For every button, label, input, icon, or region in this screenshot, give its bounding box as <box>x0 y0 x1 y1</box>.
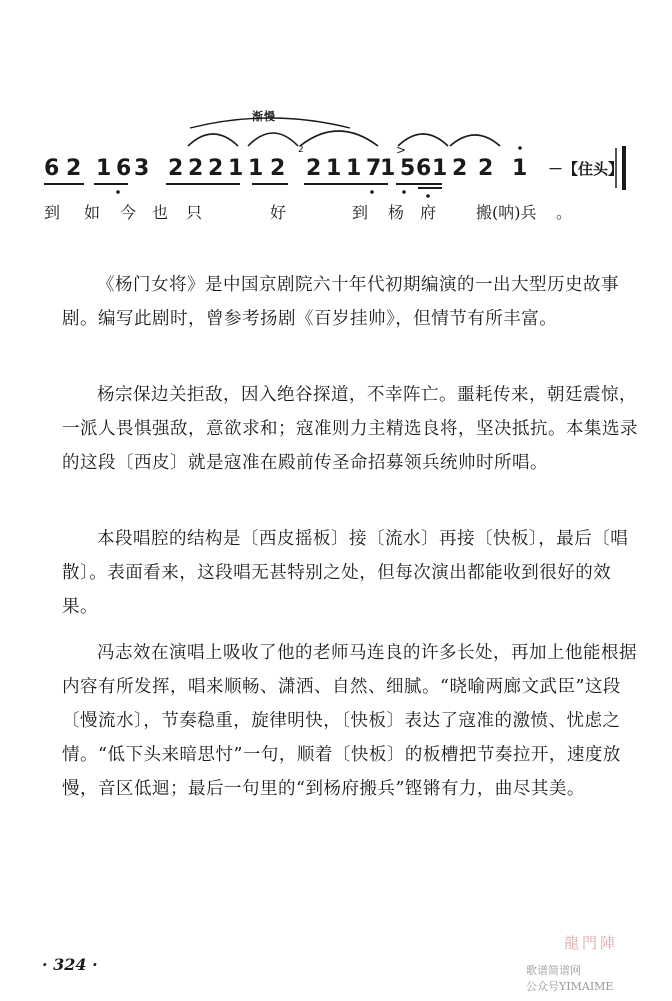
note: 1 <box>248 156 264 181</box>
watermark-line-1: 歌谱简谱网 <box>526 964 581 977</box>
note: 3 <box>134 156 150 181</box>
note: 1 <box>512 156 528 181</box>
note: 6 <box>416 156 432 181</box>
note: 6 <box>116 156 132 181</box>
lyric-syllable: 到 <box>352 203 369 222</box>
note: 2 <box>270 156 286 181</box>
lyric-syllable: 。 <box>556 203 573 222</box>
watermark-line-2: 公众号YIMAIME <box>526 980 614 993</box>
ending-mark: －【住头】 <box>548 160 624 178</box>
note: 6 <box>44 156 60 181</box>
tempo-mark: 渐慢 <box>252 110 276 123</box>
lyric-syllable: 只 <box>186 203 203 222</box>
lyric-syllable: 杨 <box>388 203 405 222</box>
svg-text:2: 2 <box>298 145 304 155</box>
lyric-syllable: 好 <box>270 203 287 222</box>
note: 2 <box>478 156 494 181</box>
note: 7 <box>366 156 382 181</box>
note: 1 <box>346 156 362 181</box>
watermark-logo: 龍門陣 <box>564 934 619 952</box>
notation-lines <box>0 0 672 240</box>
note: 2 <box>168 156 184 181</box>
svg-text:>: > <box>396 143 407 157</box>
note: 2 <box>188 156 204 181</box>
lyric-syllable: 搬(呐)兵 <box>476 203 537 222</box>
lyric-syllable: 府 <box>420 203 437 222</box>
paragraph-4: 冯志效在演唱上吸收了他的老师马连良的许多长处，再加上他能根据内容有所发挥，唱来顺畅、潇洒、自然、细腻。“晓喻两廊文武臣”这段〔慢流水〕，节奏稳重，旋律明快，〔快板〕表达了寇准的激愤、忧虑之情。“低下头来暗思忖”一句，顺着〔快板〕的板槽把节奏拉开，速度放慢，音区低迴；最后一句里的“到杨府搬兵”铿锵有力，曲尽其美。 <box>62 643 637 799</box>
note: 5 <box>400 156 416 181</box>
note: 2 <box>306 156 322 181</box>
paragraph-3: 本段唱腔的结构是〔西皮摇板〕接〔流水〕再接〔快板〕，最后〔唱散〕。表面看来，这段唱无甚特别之处，但每次演出都能收到很好的效果。 <box>62 529 629 617</box>
lyric-syllable: 到 <box>44 203 61 222</box>
lyric-syllable: 也 <box>152 203 169 222</box>
page-number: · 324 · <box>42 955 98 974</box>
note: 2 <box>66 156 82 181</box>
note: 2 <box>452 156 468 181</box>
note: 1 <box>380 156 396 181</box>
note: 1 <box>432 156 448 181</box>
note: 2 <box>208 156 224 181</box>
note: 1 <box>326 156 342 181</box>
lyric-syllable: 如 <box>84 203 101 222</box>
note: 1 <box>96 156 112 181</box>
paragraph-1: 《杨门女将》是中国京剧院六十年代初期编演的一出大型历史故事剧。编写此剧时，曾参考扬剧《百岁挂帅》，但情节有所丰富。 <box>62 275 619 329</box>
lyric-syllable: 今 <box>120 203 137 222</box>
paragraph-2: 杨宗保边关拒敌，因入绝谷探道，不幸阵亡。噩耗传来，朝廷震惊，一派人畏惧强敌，意欲求和；寇准则力主精选良将，坚决抵抗。本集选录的这段〔西皮〕就是寇准在殿前传圣命招募领兵统帅时所唱。 <box>62 385 638 473</box>
note: 1 <box>228 156 244 181</box>
